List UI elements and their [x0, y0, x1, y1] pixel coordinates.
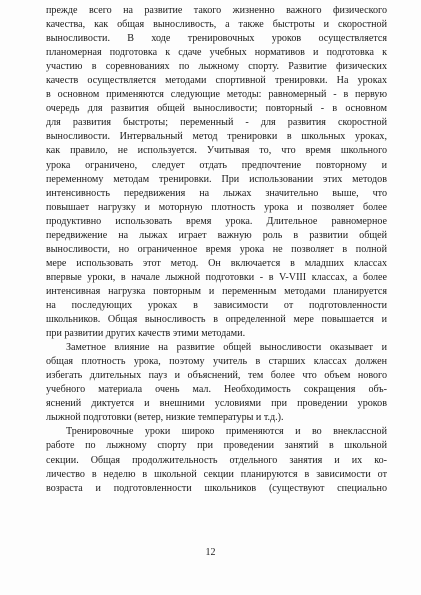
- text-line: качества, как общая выносливость, а также быстроты и скоростной: [46, 19, 387, 31]
- text-line: передвижение на лыжах играет важную роль в развитии общей: [46, 229, 387, 241]
- text-line: интенсивная нагрузка повторным и переменным методами планируется: [46, 285, 387, 297]
- text-line: выносливости. В ходе тренировочных уроков осуществляется: [46, 33, 387, 45]
- page-number: 12: [205, 547, 216, 558]
- text-line: повышает нагрузку и моторную плотность урока и позволяет более: [46, 201, 387, 213]
- text-line: Тренировочные уроки широко применяются и во внеклассной: [66, 426, 387, 438]
- text-line: в основном применяются следующие методы: равномерный - в первую: [46, 89, 387, 101]
- text-line: выносливости. Интервальный метод тренировки в школьных уроках,: [46, 131, 387, 143]
- text-line: интенсивность передвижения на лыжах значительно выше, что: [46, 187, 387, 199]
- text-line: общая плотность урока, поэтому учитель в старших классах должен: [46, 356, 387, 368]
- text-line: яснений диктуется и внешними условиями при проведении уроков: [46, 398, 387, 410]
- text-line: очередь для развития общей выносливости; повторный - в основном: [46, 103, 387, 115]
- text-line: прежде всего на развитие такого жизненно важного физического: [46, 5, 387, 16]
- text-line: избегать длительных пауз и объяснений, тем более что объем нового: [46, 370, 387, 382]
- text-line: как правило, не используется. Учитывая то, что время школьного: [46, 145, 387, 157]
- body-text: [46, 4, 387, 496]
- text-line: Заметное влияние на развитие общей выносливости оказывает и: [66, 342, 387, 354]
- text-line: участию в соревнованиях по лыжному спорту. Развитие физических: [46, 61, 387, 73]
- text-line: личество в неделю в школьной секции планируются в зависимости от: [46, 468, 387, 480]
- text-line: возраста и подготовленности школьников (существуют специально: [46, 482, 387, 494]
- text-line: выносливости, но ограниченное время урока не позволяет в полной: [46, 243, 387, 255]
- text-line: мере использовать этот метод. Он включается в младших классах: [46, 257, 387, 269]
- text-line: продуктивно использовать время урока. Длительное равномерное: [46, 215, 387, 227]
- text-line: лыжной подготовки (ветер, низкие температуры и т.д.).: [46, 412, 284, 424]
- text-line: учебного материала очень мал. Необходимость сокращения объ-: [46, 384, 387, 396]
- text-line: на последующих уроках в зависимости от подготовленности: [46, 299, 387, 311]
- text-line: при развитии других качеств этими методами.: [46, 328, 246, 340]
- text-line: качеств осуществляется методами спортивной тренировки. На уроках: [46, 75, 387, 87]
- text-line: школьников. Общая выносливость в определенной мере повышается и: [46, 314, 387, 326]
- text-line: впервые уроки, в начале лыжной подготовки - в V-VIII классах, а более: [46, 271, 387, 283]
- text-line: планомерная подготовка к сдаче учебных нормативов и подготовка к: [46, 47, 387, 59]
- text-line: для развития быстроты; переменный - для развития скоростной: [46, 117, 387, 129]
- text-line: работе по лыжному спорту при проведении занятий в школьной: [46, 440, 387, 452]
- text-line: переменному методам тренировки. При использовании этих методов: [46, 173, 387, 185]
- text-line: секции. Общая продолжительность отдельного занятия и их ко-: [46, 454, 387, 466]
- text-line: урока ограничено, следует отдать предпочтение повторному и: [46, 159, 387, 171]
